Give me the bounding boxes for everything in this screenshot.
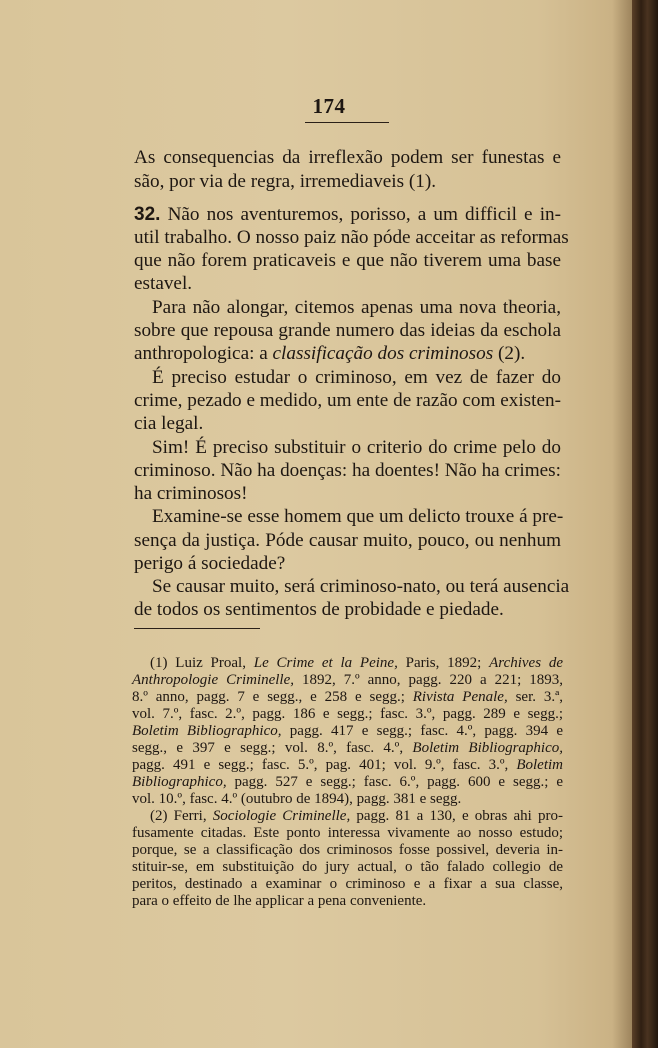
body-line: Examine-se esse homem que um delicto trouxe á pre- <box>152 506 564 527</box>
footnote-line <box>132 655 563 672</box>
footnote-line <box>132 740 563 757</box>
footnote-italic: Boletim <box>516 757 563 773</box>
footnote-line <box>132 757 563 774</box>
footnote-line: fusamente citadas. Este ponto interessa vivamente ao nosso estudo; <box>132 825 563 841</box>
footnote-line <box>132 689 563 706</box>
footnote-text: pagg. 81 a 130, e obras ahi pro- <box>350 808 563 824</box>
footnote-italic: Sociologie Criminelle, <box>212 808 351 824</box>
footnote-italic: Bibliographico, <box>132 774 227 790</box>
body-line-text: anthropologica: a <box>134 343 273 364</box>
section-number: 32. <box>134 204 161 225</box>
body-line: As consequencias da irreflexão podem ser funestas e <box>134 147 561 168</box>
footnote-line <box>132 808 563 825</box>
footnote-rule <box>134 628 260 629</box>
footnote-ref: (2). <box>493 343 526 364</box>
footnote-italic: Rivista Penale, <box>412 689 508 705</box>
footnote-line <box>132 774 563 791</box>
italic-term: classificação dos criminosos <box>272 343 494 364</box>
body-line: de todos os sentimentos de probidade e piedade. <box>134 599 504 620</box>
footnote-italic: Boletim Bibliographico, <box>132 723 282 739</box>
body-line: Sim! É preciso substituir o criterio do crime pelo do <box>152 437 561 458</box>
body-line: Se causar muito, será criminoso-nato, ou terá ausencia <box>152 576 570 597</box>
footnote-line: peritos, destinado a examinar o criminoso e a fixar a sua classe, <box>132 876 563 892</box>
book-spine <box>632 0 658 1048</box>
body-line: sença da justiça. Póde causar muito, pouco, ou nenhum <box>134 530 561 551</box>
footnote-line: porque, se a classificação dos criminosos fosse possivel, deveria in- <box>132 842 563 858</box>
footnote-text: segg., e 397 e segg.; vol. 8.º, fasc. 4.º, <box>132 740 413 756</box>
footnote-italic: Boletim Bibliographico, <box>412 740 563 756</box>
body-line: crime, pezado e medido, um ente de razão com existen- <box>134 390 561 411</box>
footnote-line <box>132 723 563 740</box>
footnote-line: stituir-se, em substituição do jury actual, o tão falado collegio de <box>132 859 563 875</box>
body-line: sobre que repousa grande numero das ideias da eschola <box>134 320 561 341</box>
footnote-italic: Anthropologie Criminelle, <box>132 672 295 688</box>
body-line-text: Não nos aventuremos, porisso, a um difficil e in- <box>167 204 562 225</box>
footnote-line: vol. 10.º, fasc. 4.º (outubro de 1894), pagg. 381 e segg. <box>132 791 462 807</box>
footnote-text: (1) Luiz Proal, <box>150 655 254 671</box>
page-gutter-shadow <box>612 0 632 1048</box>
body-line: ha criminosos! <box>134 483 248 504</box>
body-line: criminoso. Não ha doenças: ha doentes! Não ha crimes: <box>134 460 561 481</box>
body-line: estavel. <box>134 273 193 294</box>
body-line <box>134 203 561 227</box>
footnote-text: pagg. 527 e segg.; fasc. 6.º, pagg. 600 e segg.; e <box>226 774 563 790</box>
body-line: Para não alongar, citemos apenas uma nova theoria, <box>152 297 561 318</box>
footnote-line: vol. 7.º, fasc. 2.º, pagg. 186 e segg.; fasc. 3.º, pagg. 289 e segg.; <box>132 706 563 722</box>
footnote-italic: Archives de <box>489 655 563 671</box>
footnote-line <box>132 672 563 689</box>
body-line: perigo á sociedade? <box>134 553 286 574</box>
footnote-text: Paris, 1892; <box>397 655 490 671</box>
footnote-italic: Le Crime et la Peine, <box>253 655 398 671</box>
footnote-line: para o effeito de lhe applicar a pena conveniente. <box>132 893 427 909</box>
footnote-text: pagg. 491 e segg.; fasc. 5.º, pag. 401; vol. 9.º, fasc. 3.º, <box>132 757 517 773</box>
body-line: util trabalho. O nosso paiz não póde acceitar as reformas <box>134 227 569 248</box>
footnote-text: (2) Ferri, <box>150 808 213 824</box>
footnote-text: pagg. 417 e segg.; fasc. 4.º, pagg. 394 e <box>281 723 564 739</box>
page-number: 174 <box>312 94 346 118</box>
body-line: são, por via de regra, irremediaveis (1). <box>134 171 437 192</box>
footnote-text: ser. 3.ª, <box>507 689 563 705</box>
body-line: que não forem praticaveis e que não tiverem uma base <box>134 250 561 271</box>
body-line: É preciso estudar o criminoso, em vez de fazer do <box>152 367 561 388</box>
footnote-text: 1892, 7.º anno, pagg. 220 a 221; 1893, <box>294 672 564 688</box>
footnote-text: 8.º anno, pagg. 7 e segg., e 258 e segg.; <box>132 689 413 705</box>
header-rule <box>305 122 389 123</box>
body-line: cia legal. <box>134 413 204 434</box>
body-line <box>134 342 561 366</box>
